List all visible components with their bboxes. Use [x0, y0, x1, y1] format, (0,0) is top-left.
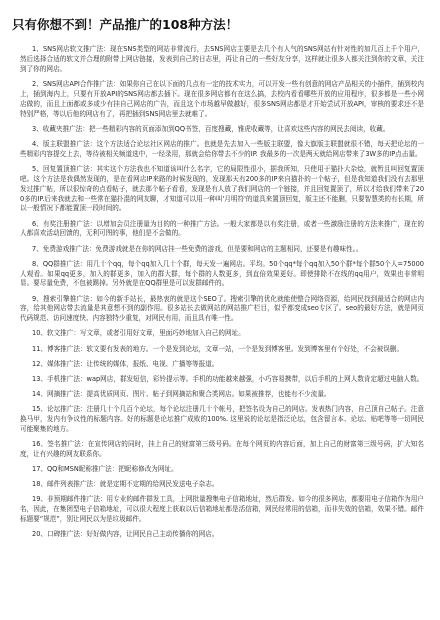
method-item-16: 16、签名推广法：在宣传网店的同时，挂上自己的财富第三级号码。在每个网页的内容后面，加上自己的财富第三级号码，扩大知名度，让有兴趣的网友联系你。 — [20, 439, 424, 458]
method-item-12: 12、媒体推广法：让传统的媒体，报纸、电视、广播等等报道。 — [32, 359, 219, 368]
method-item-3: 3、收藏夹推广法：把一些精彩内容的页面添加到QQ书签，百度搜藏，雅虎收藏等，让喜欢这些内容的网民去阅读，收藏。 — [32, 124, 390, 133]
method-item-18: 18、邮件列表推广法：就是定期不定期的给网民发送电子杂志。 — [32, 479, 219, 488]
method-item-5: 5、回复置顶推广法：其实这个方法我也不知道该叫什么名字，它的局限性很小，据我所知，只使用于猫扑大杂烩，就暂且叫回复置顶吧。这个方法是我偶然发现的，是在看网店IP来路的时候发现的，发现那天有200多的IP来自猫扑的一个帖子，但是我知道我们没有去那里发过推广帖，所以很惊奇的点看帖子，就去那个帖子看看，发现是有人放了我们网店的一个链接，并且回复置顶了，所以才给我们带来了200多的IP.后来我就去和一些常在猫扑混的网友聊，才知道可以用一种叫'月明符'的道具来置顶回复，版主还不能删，只要智慧类的有长期，所以一般情况下都能置顶一段时间的。 — [20, 164, 425, 213]
method-item-17: 17、QQ和MSN昵称推广法：把昵称修改为网址。 — [32, 464, 178, 473]
method-item-14: 14、网摘推广法：提高优质网页、图片、帖子到网摘站和聚合类网店。如果被推荐，也能有不少流量。 — [32, 389, 331, 398]
method-item-7: 7、免费游戏推广法：免费游戏就是在你的网店挂一些免费的游戏，但是要和网店的主题相同，还要是有趣味性。。 — [32, 244, 363, 253]
method-item-15: 15、论坛推广法：注册几十个几百个论坛，每个论坛注册几十个帐号，把签名设为自己的网店。发表热门内容，自己顶自己帖子。注意换马甲，发内有争议性的标题内容。好的标题是论坛推广成败的100%. 这里说的论坛是指泛论坛，包含留言本、论坛、贴吧等等一切网民可能聚集的地方。 — [20, 404, 424, 433]
method-item-8: 8、QQ群推广法：用几十个qq，每个qq加入几十个群，每天发一遍网店。平均。50个qq*每个qq加入50个群*每个群50个人=75000人观看。如果qq更多，加入的群更多，加入的群大群，每个群的人数更多，到直倍效果更好。即使排除不在线的qq用户，效果也非常明显。要尽量免费，不包被踢掉。另外就是在QQ群里是可以发群邮件的。 — [20, 259, 424, 288]
method-list — [20, 45, 424, 545]
method-item-9: 9、搜索引擎推广法：如今的新手站长，最热衷的就是这个SEO了。搜索引擎的优化就能使整合网络资源，给网民找到最适合的网店内容，给其他网店带去流量是其意想不到的副作用。很多站长去做网站的网站推广栏目，似乎都变成seo专区了。seo的最好方法，就是网页代码规范、访问速度快、内容独特少重复，对网民有用，而且具有唯一性。 — [20, 294, 424, 323]
method-item-1: 1、SNS网店软文推广法：现在SNS类型的网站非常流行，去SNS网店主要是去几个有人气的SNS网站有针对性的加几百上千个用户，然后选择合适的软文并合理的附带上网店链接，发表到自己的日志里，再让自己的一些好友分享，这样就让很多人都关注到你的文章，关注到了你的网店。 — [20, 45, 424, 73]
method-item-11: 11、博客推广法：软文要有发表的地方。一个是发到论坛，文章一站，一个是发到博客里。发到博客里有个好处，不会被误删。 — [32, 344, 404, 353]
method-item-13: 13、手机推广法：wap网店，群发短信，彩铃提示等。手机的功能越来越强，小巧容易携带，以后手机的上网人数肯定超过电脑人数。 — [32, 374, 424, 383]
method-item-10: 10、软文推广：写文章，或者引用好文章，里面巧妙地加入自己的网址。 — [32, 329, 245, 338]
method-item-2: 2、SNS网店API合作推广法：如果你自己在以下面的几点有一定的技术实力，可以开发一些有创意的网店产品相关的小插件，插到校内上，插到海内上，只要有开放API的SNS网店都去插下。现在很多网店都有在这么搞，去校内看看哪些开放的应用程序，很多都是一些小网店做的，而且上面都或多或少有挂自己网店的广告，而且这个市场越早做越好，很多SNS网店都是才开始尝试开放API，审核的要求还不是特别严格，等以后他的网店有了，再把插到SNS网店里去就难了。 — [20, 79, 424, 118]
page-title: 只有你想不到！产品推广的108种方法！ — [12, 17, 239, 32]
method-item-19: 19、非预期邮件推广法：用专业的邮件群发工具，上网批量搜集电子信箱地址，然后群发。如今的很多网店，都要用电子信箱作为用户名，因此，在集团型电子信箱地址，可以很大程度上获取以后信箱地址都是活信箱，网民经常用的信箱，而非失效的信箱，效果不错。邮件标题要“规范”，别让网民以为是垃圾邮件。 — [20, 495, 424, 523]
method-item-20: 20、口碑推广法：好好做内容，让网民自己主动传播你的网店。 — [32, 529, 219, 538]
method-item-6: 6、有奖注册推广法：以增加会员注册量为目的的一种推广方法。一般大家都是以有奖注册，或者一些激励注册的方法来推广，现在的人都喜欢活动回馈的，无利可图的事，他们是不会做的。 — [20, 219, 424, 238]
method-item-4: 4、版主联盟推广法：这个方法适合论坛社区网店的推广。也就是先去加入一些版主联盟，像大旗版主联盟就很不错，每天把论坛的一些精彩内容提交上去，等待被相关频道选中，一经录用，那就会给你带去不少的IP. 我最多的一次是两天就给网店带来了3W多的IP点击量。 — [20, 139, 424, 158]
